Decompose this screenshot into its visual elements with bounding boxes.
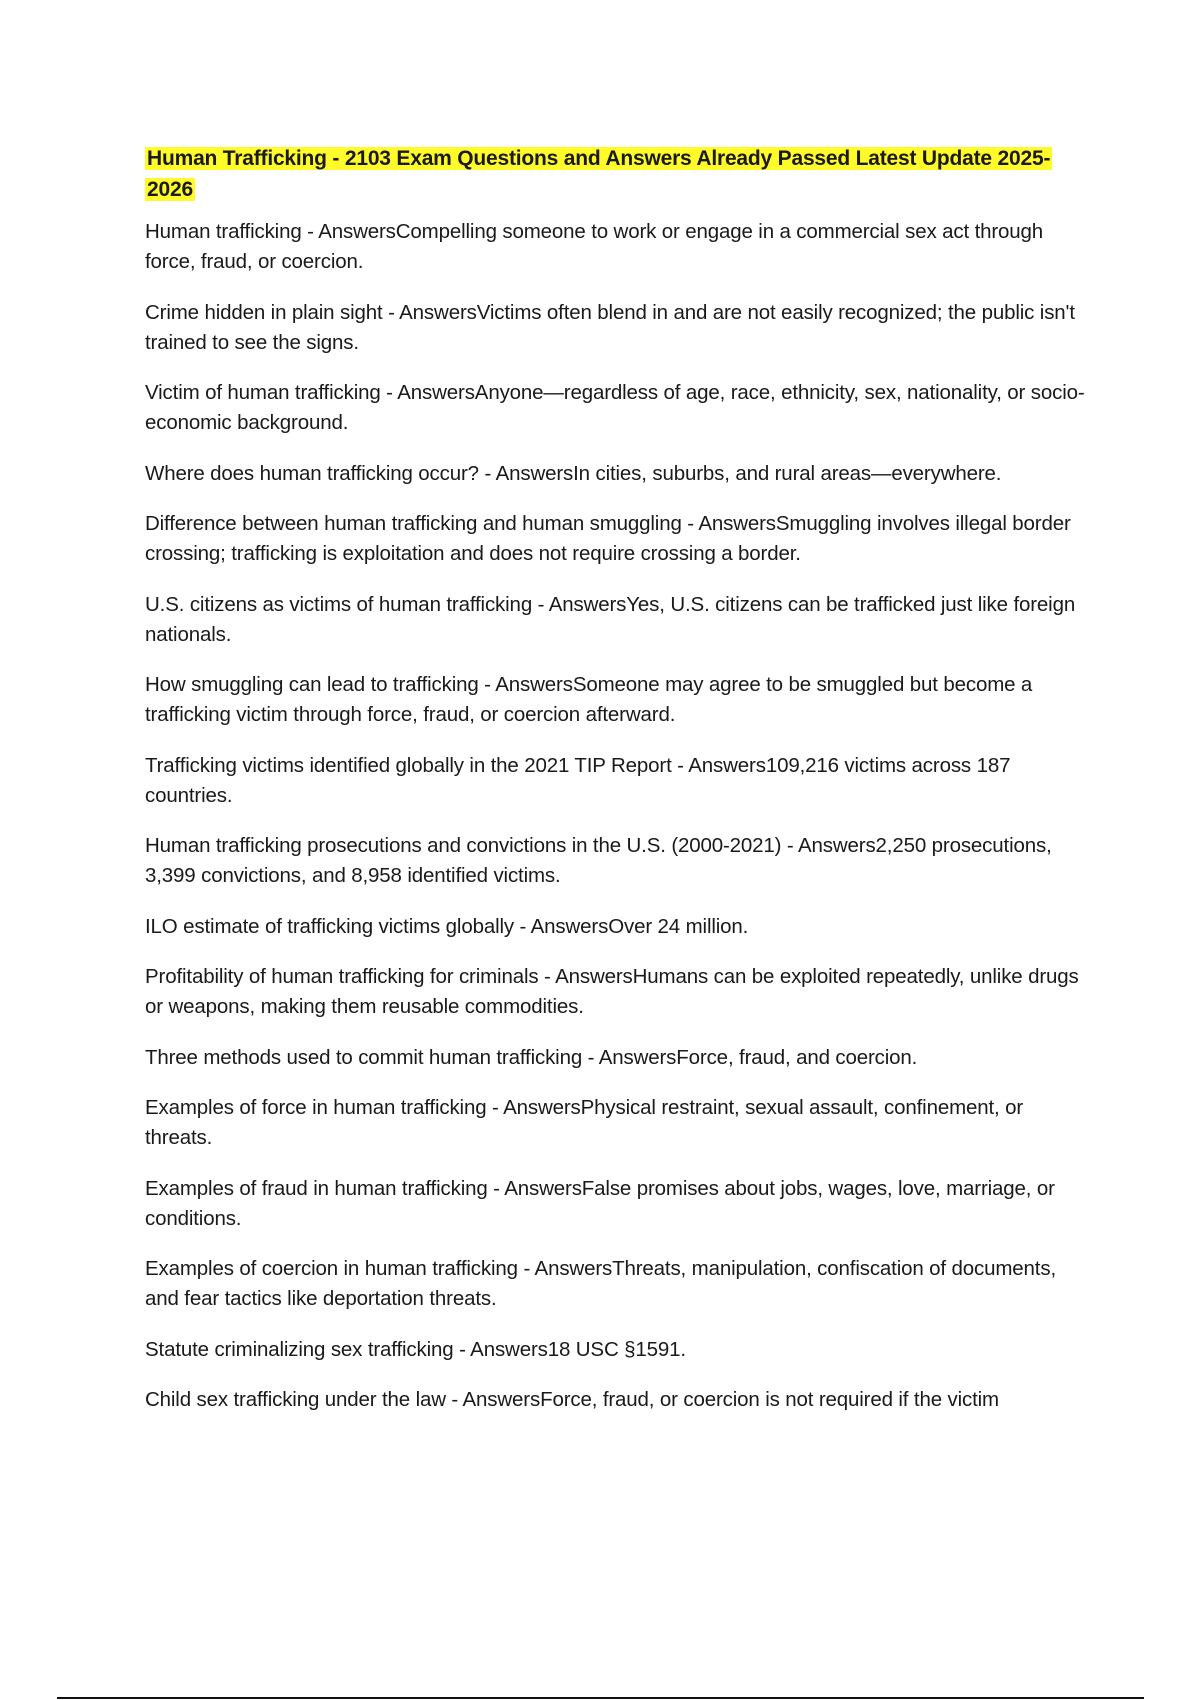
qa-item: Human trafficking prosecutions and convictions in the U.S. (2000-2021) - Answers2,250 prosecutions, 3,399 convictions, and 8,958 identified victims. — [145, 834, 1052, 887]
qa-item: Statute criminalizing sex trafficking - Answers18 USC §1591. — [145, 1337, 686, 1361]
qa-item: ILO estimate of trafficking victims globally - AnswersOver 24 million. — [145, 914, 749, 938]
document-title — [145, 143, 1095, 205]
qa-item: Victim of human trafficking - AnswersAnyone—regardless of age, race, ethnicity, sex, nationality, or socio-economic background. — [145, 381, 1085, 434]
qa-item: Examples of fraud in human trafficking - AnswersFalse promises about jobs, wages, love, marriage, or conditions. — [145, 1176, 1055, 1230]
qa-item: Crime hidden in plain sight - AnswersVictims often blend in and are not easily recognized; the public isn't trained to see the signs. — [145, 300, 1075, 354]
qa-item: Profitability of human trafficking for criminals - AnswersHumans can be exploited repeatedly, unlike drugs or weapons, making them reusable commodities. — [145, 965, 1079, 1018]
qa-item: How smuggling can lead to trafficking - AnswersSomeone may agree to be smuggled but become a trafficking victim through force, fraud, or coercion afterward. — [145, 673, 1033, 726]
qa-item: Three methods used to commit human trafficking - AnswersForce, fraud, and coercion. — [145, 1045, 918, 1069]
qa-item: Examples of coercion in human trafficking - AnswersThreats, manipulation, confiscation of documents, and fear tactics like deportation threats. — [145, 1257, 1056, 1310]
title-highlight: Human Trafficking - 2103 Exam Questions and Answers Already Passed Latest Update 2025-2026 — [147, 147, 1051, 201]
qa-item: Trafficking victims identified globally in the 2021 TIP Report - Answers109,216 victims across 187 countries. — [145, 753, 1011, 807]
qa-item: Where does human trafficking occur? - AnswersIn cities, suburbs, and rural areas—everywhere. — [145, 461, 1002, 485]
qa-item: U.S. citizens as victims of human trafficking - AnswersYes, U.S. citizens can be trafficked just like foreign nationals. — [145, 592, 1076, 646]
document-body — [145, 143, 1095, 1436]
qa-item: Examples of force in human trafficking - AnswersPhysical restraint, sexual assault, confinement, or threats. — [145, 1096, 1024, 1149]
qa-item: Child sex trafficking under the law - AnswersForce, fraud, or coercion is not required if the victim — [145, 1388, 999, 1411]
qa-item: Difference between human trafficking and human smuggling - AnswersSmuggling involves illegal border crossing; trafficking is exploitation and does not require crossing a border. — [145, 512, 1071, 565]
qa-item: Human trafficking - AnswersCompelling someone to work or engage in a commercial sex act through force, fraud, or coercion. — [145, 220, 1044, 273]
page-bottom-rule — [57, 1697, 1144, 1699]
